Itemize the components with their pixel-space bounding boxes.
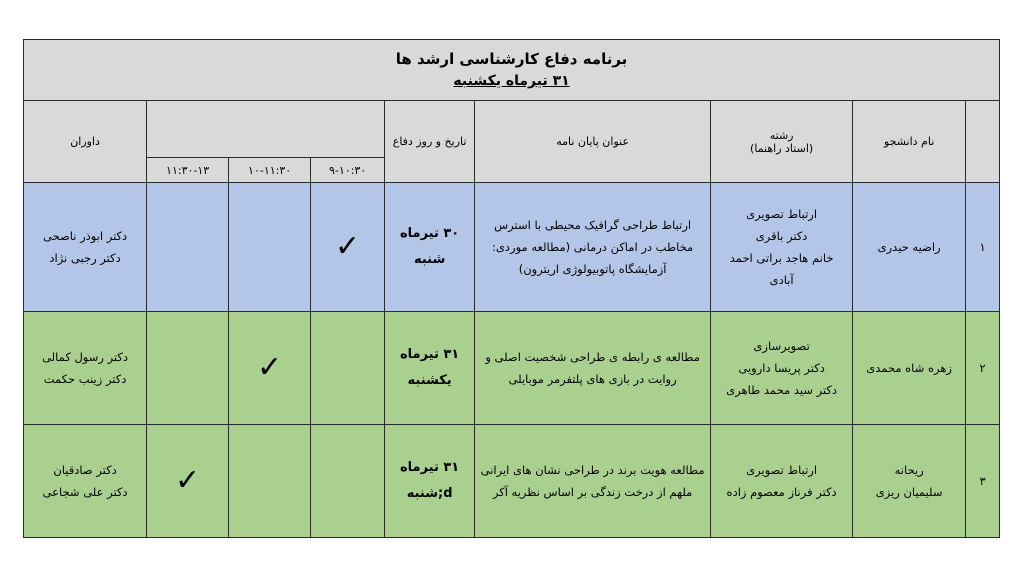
defense-date [385,183,475,312]
table-row [24,312,1000,425]
row-number: ۲ [966,312,1000,425]
header-student: نام دانشجو [853,101,966,183]
defense-schedule [23,39,999,542]
judge-name: دکتر ابوذر ناصحی [42,229,128,243]
slot-2-cell [229,312,311,425]
slot-1-cell [311,312,385,425]
thesis-line: مطالعه هویت برند در طراحی نشان های ایرانی [480,463,705,477]
header-slot-1: ۹-۱۰:۳۰ [311,158,385,183]
page-subtitle: ۳۱ تیرماه یکشنبه [453,73,570,89]
judge-name: دکتر رسول کمالی [42,350,129,364]
slot-3-cell [147,183,229,312]
field-line: دکتر فرناز معصوم زاده [726,485,837,499]
judges [24,425,147,538]
date-line: ۳۱ تیرماه [399,347,460,362]
slot-2-cell [229,425,311,538]
title-cell [24,40,1000,101]
row-number: ۳ [966,425,1000,538]
header-judges: داوران [24,101,147,183]
header-field-label: رشته [769,128,794,142]
field-advisor [711,312,853,425]
slot-2-cell [229,183,311,312]
date-line: ۳۱ تیرماه [399,460,460,475]
student-name [853,425,966,538]
field-line: خانم هاجد براتی احمد [729,251,834,265]
thesis-line: روایت در بازی های پلتفرمر موبایلی [508,372,677,386]
thesis-title [475,425,711,538]
judge-name: دکتر علی شجاعی [42,485,128,499]
header-thesis: عنوان پایان نامه [475,101,711,183]
header-advisor-label: (استاد راهنما) [750,141,814,155]
date-line: شنبه [413,252,446,267]
date-line: ۳۰ تیرماه [399,226,460,241]
slot-3-cell [147,312,229,425]
field-line: دکتر پریسا دارویی [738,361,825,375]
table-row [24,425,1000,538]
header-slot-2: ۱۰-۱۱:۳۰ [229,158,311,183]
judge-name: دکتر رجبی نژاد [49,251,121,265]
header-number [966,101,1000,183]
slot-1-cell [311,183,385,312]
field-line: آبادی [769,273,794,287]
judges [24,183,147,312]
schedule-table [23,39,1000,538]
field-line: دکتر سید محمد طاهری [726,383,838,397]
header-slot-3: ۱۱:۳۰-۱۳ [147,158,229,183]
student-name-line: ریحانه [894,463,924,477]
field-advisor [711,425,853,538]
checkmark-icon: ✓ [257,350,283,385]
date-line: یکشنبه [407,373,452,388]
field-line: تصویرسازی [753,339,810,353]
student-name [853,312,966,425]
judge-name: دکتر زینب حکمت [43,372,127,386]
judge-name: دکتر صادقیان [53,463,117,477]
student-name [853,183,966,312]
slot-3-cell [147,425,229,538]
thesis-line: مخاطب در اماکن درمانی (مطالعه موردی: [492,240,694,254]
judges [24,312,147,425]
field-line: ارتباط تصویری [746,463,818,477]
header-time-group [147,101,385,158]
checkmark-icon: ✓ [335,229,361,264]
thesis-title [475,183,711,312]
header-date: تاریخ و روز دفاع [385,101,475,183]
thesis-line: مطالعه ی رابطه ی طراحی شخصیت اصلی و [485,350,700,364]
row-number: ۱ [966,183,1000,312]
field-line: ارتباط تصویری [746,207,818,221]
student-name-line: زهره شاه محمدی [866,361,952,375]
defense-date [385,312,475,425]
thesis-title [475,312,711,425]
checkmark-icon: ✓ [175,463,201,498]
student-name-line: سلیمیان ریزی [875,485,943,499]
thesis-line: آزمایشگاه پاتوبیولوژی اریترون) [518,262,667,276]
field-line: دکتر باقری [755,229,808,243]
date-line: d;شنبه [406,486,453,501]
defense-date [385,425,475,538]
table-row [24,183,1000,312]
slot-1-cell [311,425,385,538]
student-name-line: راضیه حیدری [877,240,941,254]
page-title: برنامه دفاع کارشناسی ارشد ها [395,50,628,68]
field-advisor [711,183,853,312]
header-field [711,101,853,183]
thesis-line: ملهم از درخت زندگی بر اساس نظریه آکر [492,485,693,499]
thesis-line: ارتباط طراحی گرافیک محیطی با استرس [494,218,692,232]
